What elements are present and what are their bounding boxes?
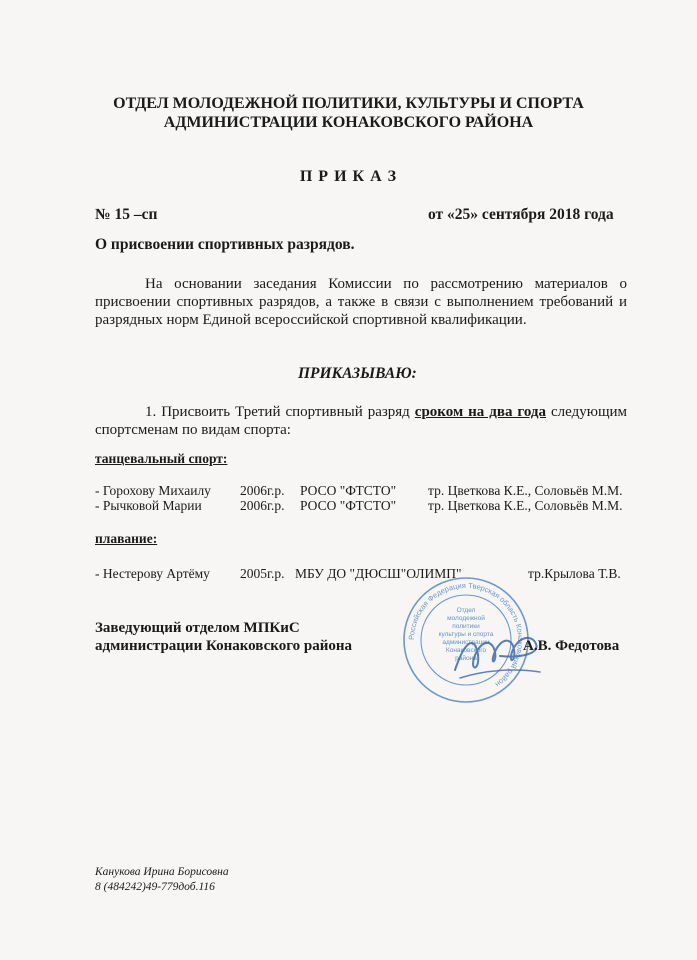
svg-text:администрации: администрации <box>442 639 490 646</box>
signatory-name: А.В. Федотова <box>523 638 620 654</box>
athlete-coach: тр. Цветкова К.Е., Соловьёв М.М. <box>428 483 623 498</box>
svg-text:Отдел: Отдел <box>456 607 476 614</box>
section-title-swimming: плавание: <box>95 531 158 546</box>
header-line-1: ОТДЕЛ МОЛОДЕЖНОЙ ПОЛИТИКИ, КУЛЬТУРЫ И СПОРТА <box>113 95 584 112</box>
section-title-dance: танцевальный спорт: <box>95 451 228 466</box>
author-name: Канукова Ирина Борисовна <box>95 866 229 878</box>
athlete-year: 2005г.р. <box>240 566 285 581</box>
athlete-year: 2006г.р. <box>240 498 285 513</box>
athlete-name: - Горохову Михаилу <box>95 483 211 498</box>
athlete-name: - Нестерову Артёму <box>95 566 210 581</box>
item-1-end: следующим спортсменам по видам спорта: <box>95 404 628 438</box>
item-1-paragraph <box>95 403 627 439</box>
athlete-org: МБУ ДО "ДЮСШ"ОЛИМП" <box>295 566 462 581</box>
svg-text:культуры и спорта: культуры и спорта <box>438 631 494 638</box>
author-phone: 8 (484242)49-779доб.116 <box>95 881 215 893</box>
svg-text:молодежной: молодежной <box>447 615 485 622</box>
athlete-org: РОСО "ФТСТО" <box>300 498 397 513</box>
athlete-year: 2006г.р. <box>240 483 285 498</box>
order-number: № 15 –сп <box>95 206 158 223</box>
header-line-2: АДМИНИСТРАЦИИ КОНАКОВСКОГО РАЙОНА <box>163 114 534 131</box>
athlete-name: - Рычковой Марии <box>95 498 202 513</box>
order-date: от «25» сентября 2018 года <box>428 206 614 223</box>
item-1-emphasis: сроком на два года <box>414 404 547 420</box>
order-subject: О присвоении спортивных разрядов. <box>95 236 355 253</box>
svg-text:политики: политики <box>452 623 480 630</box>
athlete-org: РОСО "ФТСТО" <box>300 483 397 498</box>
athlete-coach: тр. Цветкова К.Е., Соловьёв М.М. <box>428 498 623 513</box>
decree-heading: ПРИКАЗЫВАЮ: <box>298 365 417 382</box>
svg-text:района: района <box>455 655 477 662</box>
svg-text:Российская Федерация Тверская: Российская Федерация Тверская область Конаковский район <box>406 580 526 690</box>
athlete-coach: тр.Крылова Т.В. <box>528 566 621 581</box>
signatory-position-2: администрации Конаковского района <box>95 638 353 654</box>
item-1-start: 1. Присвоить Третий спортивный разряд <box>145 404 410 420</box>
intro-paragraph: На основании заседания Комиссии по рассмотрению материалов о присвоении спортивных разрядов, а также в связи с выполнением требований и разрядных норм Единой всероссийской спортивной квалификации. <box>95 276 627 328</box>
order-title: П Р И К А З <box>299 168 398 185</box>
svg-text:Конаковского: Конаковского <box>445 647 487 654</box>
signatory-position-1: Заведующий отделом МПКиС <box>95 620 300 636</box>
